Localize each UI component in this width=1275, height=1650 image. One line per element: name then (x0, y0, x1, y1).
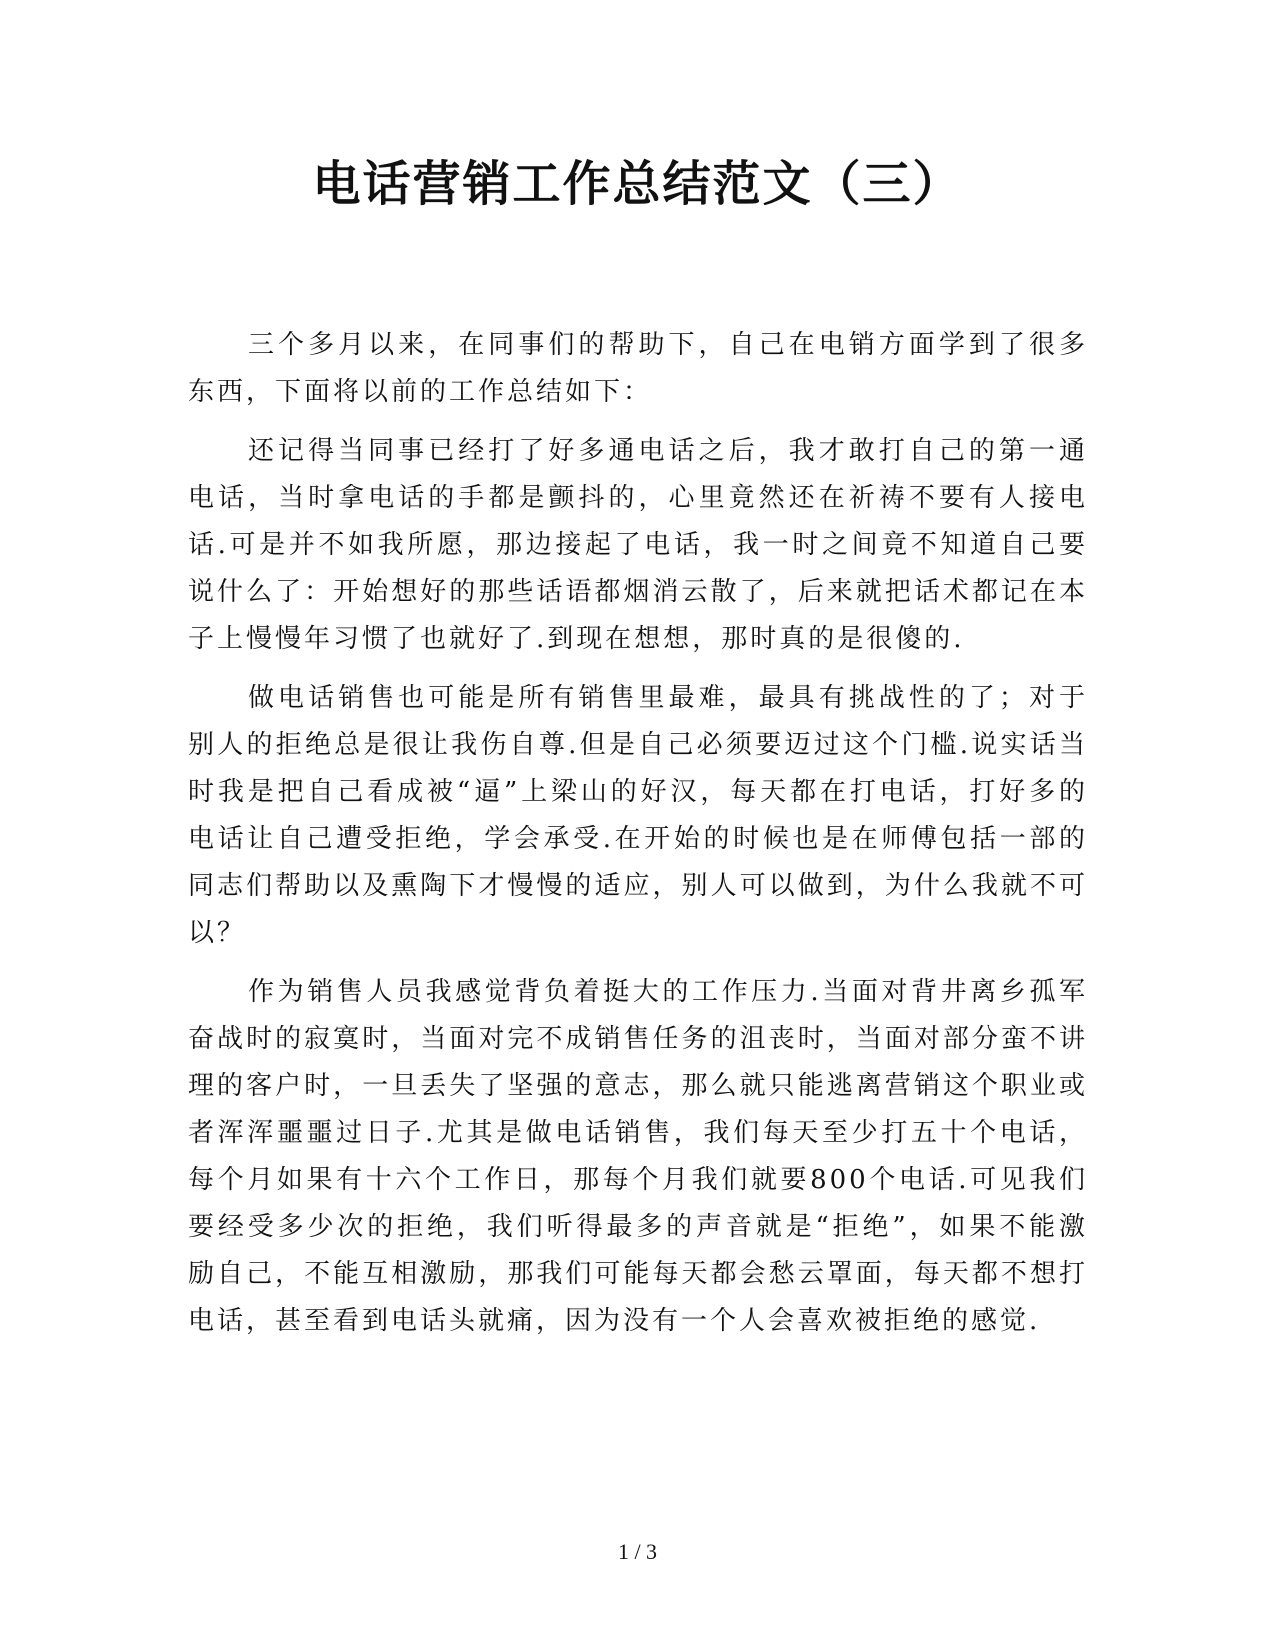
paragraph-2: 还记得当同事已经打了好多通电话之后，我才敢打自己的第一通电话，当时拿电话的手都是颤抖的，心里竟然还在祈祷不要有人接电话.可是并不如我所愿，那边接起了电话，我一时之间竟不知道自己要说什么了：开始想好的那些话语都烟消云散了，后来就把话术都记在本子上慢慢年习惯了也就好了.到现在想想，那时真的是很傻的. (188, 436, 1088, 654)
paragraph-3: 做电话销售也可能是所有销售里最难，最具有挑战性的了；对于别人的拒绝总是很让我伤自尊.但是自己必须要迈过这个门槛.说实话当时我是把自己看成被“逼”上梁山的好汉，每天都在打电话，打好多的电话让自己遭受拒绝，学会承受.在开始的时候也是在师傅包括一部的同志们帮助以及熏陶下才慢慢的适应，别人可以做到，为什么我就不可以？ (188, 683, 1088, 948)
document-title: 电话营销工作总结范文（三） (312, 156, 963, 212)
paragraph-1: 三个多月以来，在同事们的帮助下，自己在电销方面学到了很多东西，下面将以前的工作总结如下： (188, 330, 1088, 407)
document-body (188, 322, 1088, 1357)
page-number: 1 / 3 (617, 1539, 658, 1564)
paragraph-4: 作为销售人员我感觉背负着挺大的工作压力.当面对背井离乡孤军奋战时的寂寞时，当面对完不成销售任务的沮丧时，当面对部分蛮不讲理的客户时，一旦丢失了坚强的意志，那么就只能逃离营销这个职业或者浑浑噩噩过日子.尤其是做电话销售，我们每天至少打五十个电话，每个月如果有十六个工作日，那每个月我们就要800个电话.可见我们要经受多少次的拒绝，我们听得最多的声音就是“拒绝”，如果不能激励自己，不能互相激励，那我们可能每天都会愁云罩面，每天都不想打电话，甚至看到电话头就痛，因为没有一个人会喜欢被拒绝的感觉. (188, 977, 1088, 1336)
